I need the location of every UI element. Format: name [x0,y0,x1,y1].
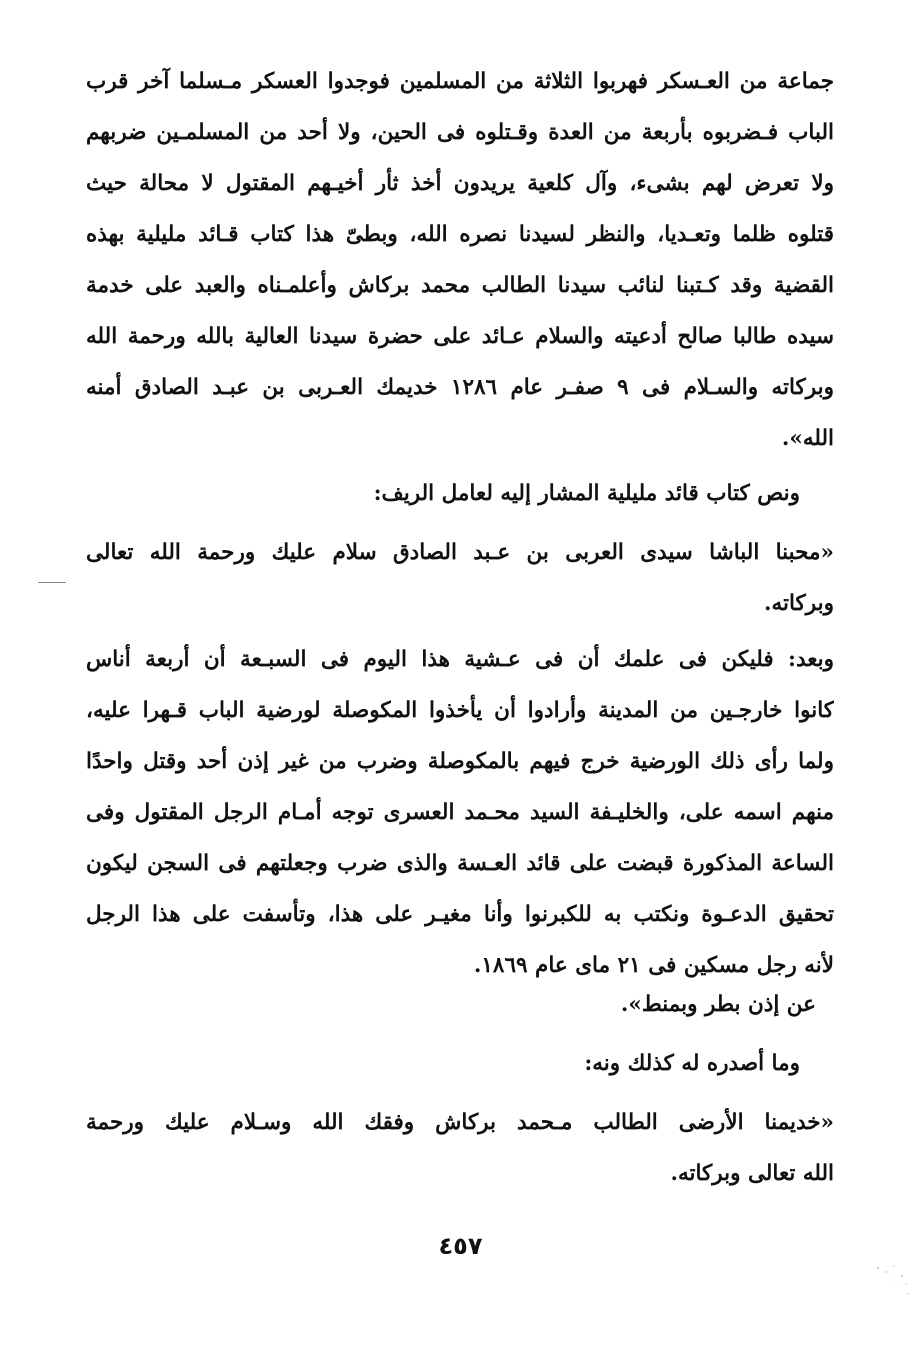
text-line: كانوا خارجـين من المدينة وأرادوا أن يأخذوا المكوصلة لورضية الباب قـهرا عليه، [86,698,834,723]
page-number: ٤٥٧ [438,1232,483,1260]
text-line: الله». [781,426,834,451]
text-line: ولما رأى ذلك الورضية خرج فيهم بالمكوصلة وضرب من غير إذن أحد وقتل واحدًا [86,749,834,774]
text-line: قتلوه ظلما وتعـديا، والنظر لسيدنا نصره الله، وبطىّ هذا كتاب قـائد مليلية بهذه [86,222,834,247]
text-line: «محبنا الباشا سيدى العربى بن عـبد الصادق سلام عليك ورحمة الله تعالى [86,540,834,565]
text-line: القضية وقد كـتبنا لنائب سيدنا الطالب محمد بركاش وأعلمـناه والعبد على خدمة [86,273,834,298]
text-line: وما أصدره له كذلك ونه: [584,1051,800,1076]
text-line: وبعد: فليكن فى علمك أن فى عـشية هذا اليوم فى السبـعة أن أربعة أناس [86,647,834,672]
text-line: الله تعالى وبركاته. [670,1161,834,1186]
paragraph-letter-end [86,56,834,464]
paragraph-letter-body [86,634,834,991]
text-line: ولا تعرض لهم بشىء، وآل كلعية يريدون أخذ ثأر أخيـهم المقتول لا محالة حيث [86,171,834,196]
text-line: الساعة المذكورة قبضت على قائد العـسة والذى ضرب وجعلتهم فى السجن ليكون [86,851,834,876]
margin-rule [38,582,66,583]
text-line: منهم اسمه على، والخليـفة السيد محـمد العسرى توجه أمـام الرجل المقتول وفى [86,800,834,825]
text-line: تحقيق الدعـوة ونكتب به للكبرنوا وأنا مغيـر على هذا، وتأسفت على هذا الرجل [86,902,834,927]
paragraph-salutation [86,527,834,629]
paragraph-signoff [86,979,834,1030]
text-line: وبركاته والسـلام فى ٩ صفـر عام ١٢٨٦ خديمك العـربى بن عبـد الصادق أمنه [86,375,834,400]
paragraph-reply-salutation [86,1097,834,1199]
text-line: عن إذن بطر وبمنط». [620,992,816,1017]
text-line: «خديمنا الأرضى الطالب مـحمد بركاش وفقك الله وسـلام عليك ورحمة [86,1110,834,1135]
paragraph-intro-melilla-letter [86,468,834,519]
scan-speckle [872,1262,912,1302]
text-line: جماعة من العـسكر فهربوا الثلاثة من المسلمين فوجدوا العسكر مـسلما آخر قرب [86,69,834,94]
text-line: ونص كتاب قائد مليلية المشار إليه لعامل الريف: [373,481,800,506]
paragraph-intro-reply [86,1038,834,1089]
text-line: لأنه رجل مسكين فى ٢١ ماى عام ١٨٦٩. [473,953,834,978]
text-line: سيده طالبا صالح أدعيته والسلام عـائد على حضرة سيدنا العالية بالله ورحمة الله [86,324,834,349]
text-line: وبركاته. [763,591,834,616]
text-line: الباب فـضربوه بأربعة من العدة وقـتلوه فى الحين، ولا أحد من المسلمـين ضربهم [86,120,834,145]
